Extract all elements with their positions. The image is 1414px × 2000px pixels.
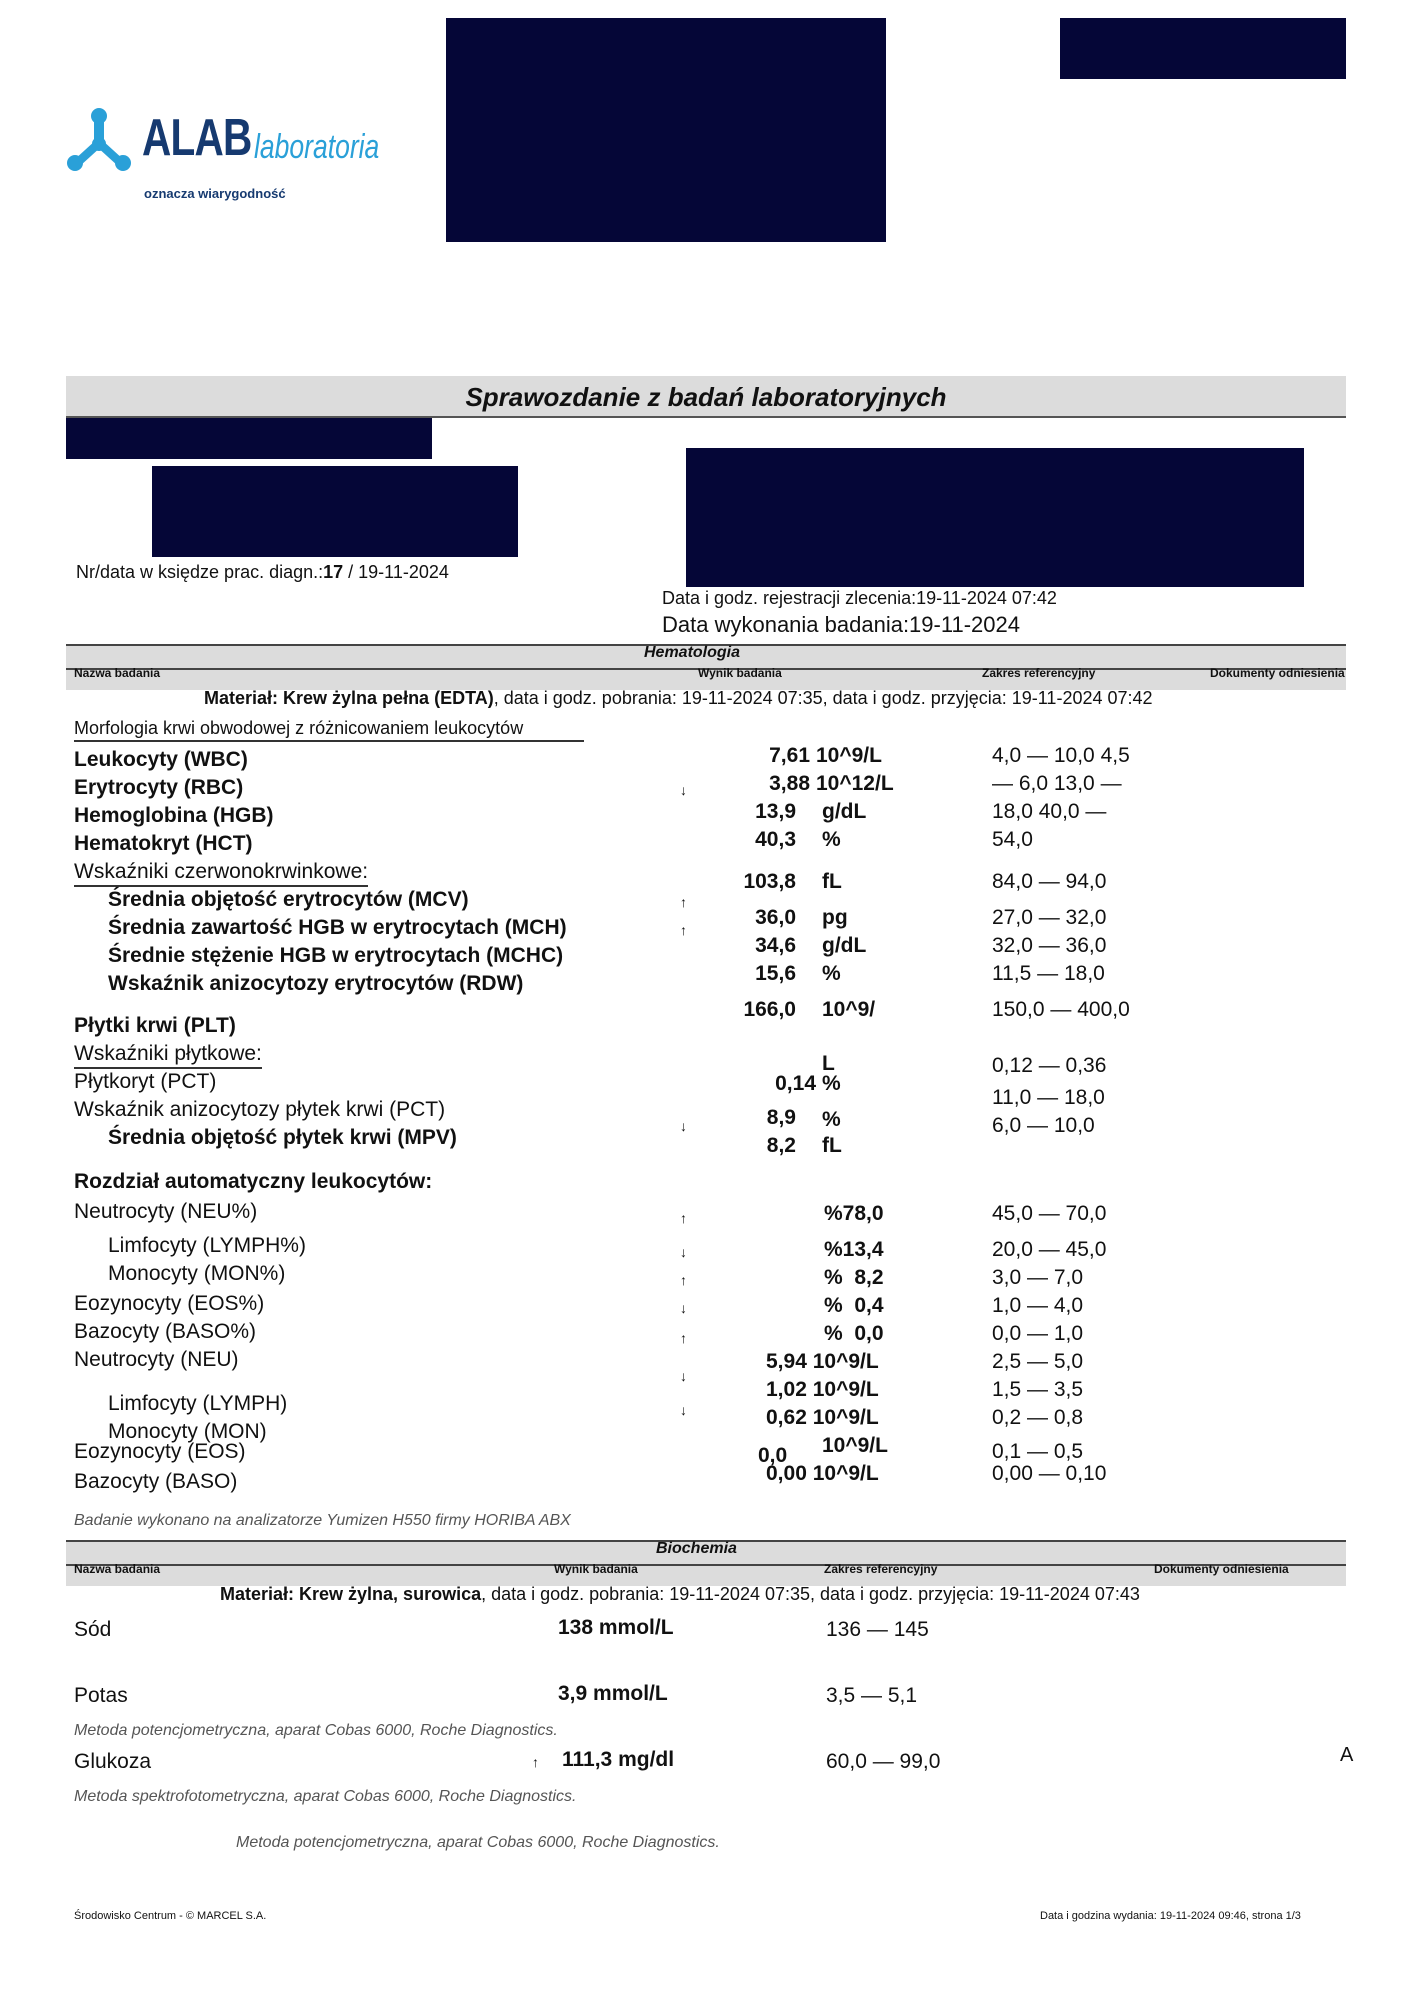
test-value: 1,02 10^9/L [766,1378,879,1401]
footer-left: Środowisko Centrum - © MARCEL S.A. [74,1910,267,1922]
test-value: 40,3 [755,828,796,851]
test-value: 15,6 [755,962,796,985]
material-type: Materiał: Krew żylna, surowica [220,1584,482,1604]
arrow-up-icon: ↑ [680,922,687,938]
book-label: Nr/data w księdze prac. diagn.: [76,562,324,582]
book-number [76,562,449,583]
arrow-up-icon: ↑ [532,1754,539,1770]
test-name: Erytrocyty (RBC) [74,776,244,799]
test-value: 8,9 [766,1106,796,1129]
test-name: Hematokryt (HCT) [74,832,253,855]
test-value: 3,88 [769,772,810,795]
test-name: Neutrocyty (NEU%) [74,1200,258,1223]
test-range: — 6,0 13,0 — [992,772,1122,795]
test-unit: pg [822,906,848,929]
section-title: Biochemia [656,1540,737,1557]
logo-tagline: oznacza wiarygodność [144,186,286,201]
test-unit: % [822,1108,841,1131]
test-range: 45,0 — 70,0 [992,1202,1107,1225]
alab-logo [66,100,406,210]
test-name: Średnia objętość płytek krwi (MPV) [108,1126,457,1149]
method-note: Metoda spektrofotometryczna, aparat Cobas 6000, Roche Diagnostics. [74,1788,577,1805]
test-name: Średnia zawartość HGB w erytrocytach (MCH) [108,916,567,939]
test-range: 84,0 — 94,0 [992,870,1107,893]
test-value: 166,0 [743,998,796,1021]
test-name: Sód [74,1618,112,1641]
arrow-down-icon: ↓ [680,1402,687,1418]
test-name: Wskaźniki czerwonokrwinkowe: [74,860,368,887]
test-unit: 10^9/ [822,998,876,1021]
test-unit: % [822,828,841,851]
arrow-up-icon: ↑ [680,1330,687,1346]
test-value: 0,00 10^9/L [766,1462,879,1485]
hematology-header [66,644,1346,690]
analyzer-note: Badanie wykonano na analizatorze Yumizen H550 firmy HORIBA ABX [74,1512,571,1529]
test-name: Średnia objętość erytrocytów (MCV) [108,888,469,911]
test-value: % 0,0 [824,1322,884,1345]
col-result: Wynik badania [554,1562,638,1576]
diff-title: Rozdział automatyczny leukocytów: [74,1170,433,1193]
registration-date: Data i godz. rejestracji zlecenia:19-11-2024 07:42 [662,588,1057,608]
test-range: 18,0 40,0 — [992,800,1107,823]
test-name: Potas [74,1684,128,1707]
test-name: Eozynocyty (EOS%) [74,1292,265,1315]
test-value: % 0,4 [824,1294,884,1317]
arrow-down-icon: ↓ [680,782,687,798]
test-range: 54,0 [992,828,1033,851]
redacted-block [686,448,1304,587]
test-name: Średnie stężenie HGB w erytrocytach (MCHC) [108,944,564,967]
arrow-down-icon: ↓ [680,1300,687,1316]
method-note: Metoda potencjometryczna, aparat Cobas 6000, Roche Diagnostics. [236,1834,720,1851]
test-value: 0,14 [775,1072,816,1095]
section-title: Hematologia [644,644,741,661]
test-name: Bazocyty (BASO%) [74,1320,257,1343]
test-unit: g/dL [822,934,867,957]
col-docs: Dokumenty odniesienia [1154,1562,1289,1576]
test-range: 150,0 — 400,0 [992,998,1130,1021]
test-range: 32,0 — 36,0 [992,934,1107,957]
col-docs: Dokumenty odniesienia [1210,666,1345,680]
footer-right: Data i godzina wydania: 19-11-2024 09:46, strona 1/3 [1040,1910,1301,1922]
test-range: 0,2 — 0,8 [992,1406,1084,1429]
test-range: 6,0 — 10,0 [992,1114,1095,1137]
test-range: 0,1 — 0,5 [992,1440,1084,1463]
test-value: 5,94 10^9/L [766,1350,879,1373]
arrow-up-icon: ↑ [680,894,687,910]
test-unit: fL [822,870,842,893]
test-name: Płytkoryt (PCT) [74,1070,217,1093]
test-range: 0,00 — 0,10 [992,1462,1107,1485]
panel-title: Morfologia krwi obwodowej z różnicowaniem leukocytów [74,718,584,742]
test-unit: % [822,962,841,985]
test-value: 3,9 mmol/L [558,1682,668,1705]
col-range: Zakres referencyjny [824,1562,938,1576]
arrow-up-icon: ↑ [680,1210,687,1226]
logo-subtitle: laboratoria [254,128,380,166]
col-range: Zakres referencyjny [982,666,1096,680]
test-value: 34,6 [755,934,796,957]
test-name: Monocyty (MON%) [108,1262,286,1285]
test-range: 0,0 — 1,0 [992,1322,1084,1345]
material-type: Materiał: Krew żylna pełna (EDTA) [204,688,494,708]
test-name: Wskaźnik anizocytozy erytrocytów (RDW) [108,972,524,995]
col-name: Nazwa badania [74,666,161,680]
test-name: Eozynocyty (EOS) [74,1440,246,1463]
test-value: 7,61 [769,744,810,767]
test-range: 20,0 — 45,0 [992,1238,1107,1261]
test-range: 1,0 — 4,0 [992,1294,1084,1317]
test-unit: % [822,1072,841,1095]
material-dates: , data i godz. pobrania: 19-11-2024 07:35, data i godz. przyjęcia: 19-11-2024 07:42 [493,688,1153,708]
test-range: 27,0 — 32,0 [992,906,1107,929]
test-value: 0,0 [758,1444,788,1467]
col-name: Nazwa badania [74,1562,161,1576]
test-value: 111,3 mg/dl [562,1748,675,1771]
test-range: 0,12 — 0,36 [992,1054,1107,1077]
test-unit: fL [822,1134,842,1157]
col-result: Wynik badania [698,666,782,680]
test-range: 11,0 — 18,0 [992,1086,1105,1109]
test-unit: 10^9/L [822,1434,888,1457]
report-title: Sprawozdanie z badań laboratoryjnych [465,382,947,412]
test-range: 60,0 — 99,0 [826,1750,941,1773]
book-nr: 17 [323,562,344,582]
test-value: %78,0 [824,1202,884,1225]
logo-molecule-icon [66,108,132,174]
material-line [204,688,1153,709]
test-unit: 10^12/L [816,772,894,795]
test-value: 138 mmol/L [558,1616,674,1639]
test-name: Monocyty (MON) [108,1420,267,1443]
logo-brand: ALAB [142,109,252,167]
test-value: 8,2 [766,1134,796,1157]
arrow-down-icon: ↓ [680,1118,687,1134]
test-range: 2,5 — 5,0 [992,1350,1084,1373]
test-value: 13,9 [755,800,796,823]
test-name: Bazocyty (BASO) [74,1470,238,1493]
reference-doc: A [1340,1744,1354,1766]
test-name: Wskaźniki płytkowe: [74,1042,262,1069]
test-name: Limfocyty (LYMPH) [108,1392,288,1415]
test-name: Leukocyty (WBC) [74,748,248,771]
test-name: Płytki krwi (PLT) [74,1014,236,1037]
material-dates: , data i godz. pobrania: 19-11-2024 07:35, data i godz. przyjęcia: 19-11-2024 07:43 [481,1584,1140,1604]
test-value: 103,8 [743,870,796,893]
test-range: 11,5 — 18,0 [992,962,1105,985]
execution-date: Data wykonania badania:19-11-2024 [662,612,1020,637]
arrow-down-icon: ↓ [680,1368,687,1384]
material-line [220,1584,1140,1605]
redacted-block [66,416,432,459]
test-unit: g/dL [822,800,867,823]
book-date: / 19-11-2024 [343,562,449,582]
test-value: 0,62 10^9/L [766,1406,879,1429]
method-note: Metoda potencjometryczna, aparat Cobas 6000, Roche Diagnostics. [74,1722,558,1739]
test-name: Wskaźnik anizocytozy płytek krwi (PCT) [74,1098,446,1121]
test-name: Neutrocyty (NEU) [74,1348,239,1371]
biochemistry-header [66,1540,1346,1586]
test-value: 36,0 [755,906,796,929]
test-name: Glukoza [74,1750,152,1773]
arrow-down-icon: ↓ [680,1244,687,1260]
test-range: 3,5 — 5,1 [826,1684,918,1707]
test-unit: L [822,1052,835,1075]
test-name: Limfocyty (LYMPH%) [108,1234,306,1257]
test-range: 136 — 145 [826,1618,929,1641]
test-range: 3,0 — 7,0 [992,1266,1084,1289]
arrow-up-icon: ↑ [680,1272,687,1288]
test-unit: 10^9/L [816,744,882,767]
test-value: % 8,2 [824,1266,884,1289]
test-range: 4,0 — 10,0 4,5 [992,744,1130,767]
redacted-block [1060,18,1346,79]
test-name: Hemoglobina (HGB) [74,804,274,827]
test-value: %13,4 [824,1238,884,1261]
report-title-bar [66,376,1346,418]
test-range: 1,5 — 3,5 [992,1378,1084,1401]
redacted-block [152,466,518,557]
redacted-block [446,18,886,242]
